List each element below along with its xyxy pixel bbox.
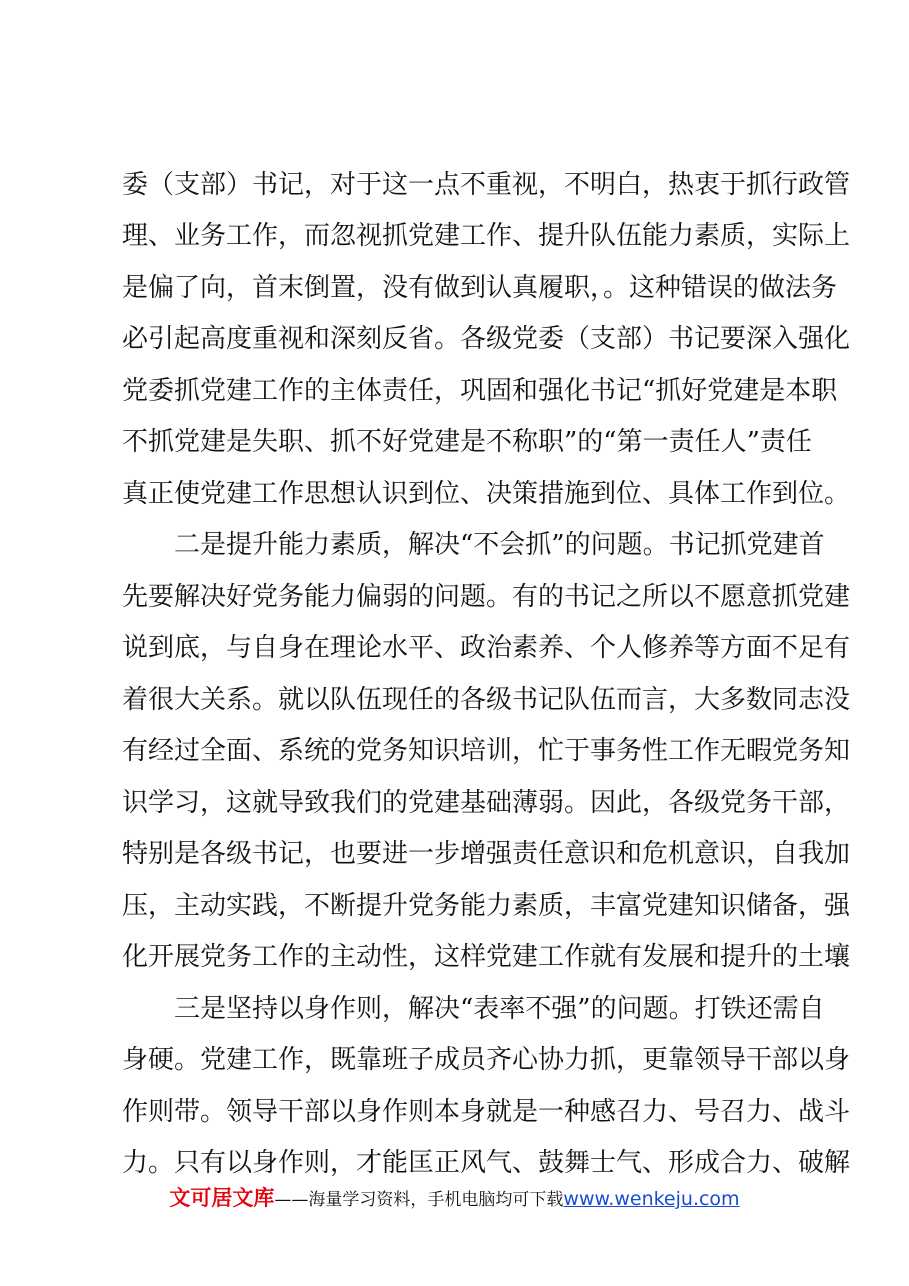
text-line: 化开展党务工作的主动性，这样党建工作就有发展和提升的土壤	[122, 942, 851, 972]
text-line: 压，主动实践，不断提升党务能力素质，丰富党建知识储备，强	[122, 891, 851, 921]
text-line: 委（支部）书记，对于这一点不重视，不明白，热衷于抓行政管	[122, 170, 851, 200]
brand-name: 文可居文库	[169, 1186, 275, 1210]
text-line: 党委抓党建工作的主体责任，巩固和强化书记“抓好党建是本职	[122, 376, 838, 406]
text-line: 先要解决好党务能力偏弱的问题。有的书记之所以不愿意抓党建	[122, 582, 851, 612]
text-line: 身硬。党建工作，既靠班子成员齐心协力抓，更靠领导干部以身	[122, 1045, 851, 1075]
text-line: 是偏了向，首末倒置，没有做到认真履职，。这种错误的做法务	[122, 273, 838, 303]
text-line: 不抓党建是失职、抓不好党建是不称职”的“第一责任人”责任	[122, 427, 812, 457]
text-line: 必引起高度重视和深刻反省。各级党委（支部）书记要深入强化	[122, 324, 851, 354]
text-line: 有经过全面、系统的党务知识培训，忙于事务性工作无暇党务知	[122, 736, 851, 766]
text-line: 特别是各级书记，也要进一步增强责任意识和危机意识，自我加	[122, 839, 851, 869]
paragraph-start-line: 二是提升能力素质，解决“不会抓”的问题。书记抓党建首	[174, 530, 825, 560]
text-line: 说到底，与自身在理论水平、政治素养、个人修养等方面不足有	[122, 633, 851, 663]
text-line: 着很大关系。就以队伍现任的各级书记队伍而言，大多数同志没	[122, 685, 851, 715]
text-line: 识学习，这就导致我们的党建基础薄弱。因此，各级党务干部，	[122, 788, 851, 818]
text-line: 作则带。领导干部以身作则本身就是一种感召力、号召力、战斗	[122, 1097, 851, 1127]
site-link[interactable]: www.wenkeju.com	[563, 1188, 740, 1210]
footer-banner	[0, 1182, 909, 1212]
text-line: 真正使党建工作思想认识到位、决策措施到位、具体工作到位。	[122, 479, 851, 509]
footer-tagline: ——海量学习资料，手机电脑均可下载	[274, 1190, 564, 1210]
text-line: 理、业务工作，而忽视抓党建工作、提升队伍能力素质，实际上	[122, 221, 851, 251]
text-line: 力。只有以身作则，才能匡正风气、鼓舞士气、形成合力、破解	[122, 1148, 851, 1178]
paragraph-start-line: 三是坚持以身作则，解决“表率不强”的问题。打铁还需自	[174, 994, 825, 1024]
